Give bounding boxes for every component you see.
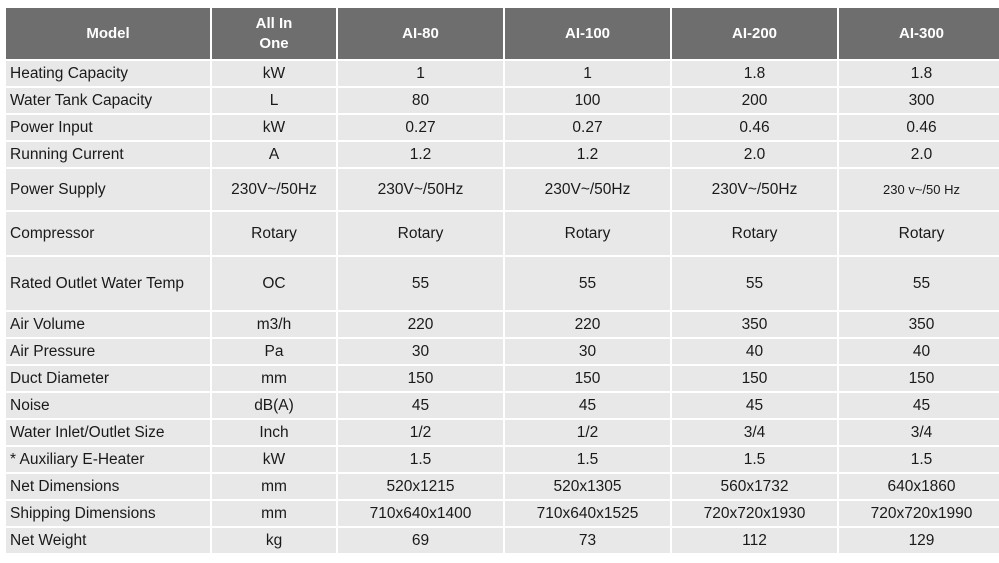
row-value: 55 [338,257,503,310]
header-all-in-one [212,8,336,59]
row-value: 0.46 [672,115,837,140]
row-unit: kW [212,115,336,140]
row-value: 1.5 [839,447,999,472]
header-all-in-one-line2: One [259,34,289,52]
row-param: Rated Outlet Water Temp [6,257,210,310]
table-row [6,142,999,167]
table-row [6,115,999,140]
row-param: Air Pressure [6,339,210,364]
row-value: 220 [505,312,670,337]
table-row [6,420,999,445]
row-value: 1.8 [672,61,837,86]
header-model-ai300: AI-300 [839,8,999,59]
row-value: 1.2 [338,142,503,167]
row-unit: kW [212,447,336,472]
row-value: 2.0 [839,142,999,167]
header-model-ai80: AI-80 [338,8,503,59]
row-value: 220 [338,312,503,337]
row-value: 1/2 [338,420,503,445]
row-value: 69 [338,528,503,553]
row-value: Rotary [839,212,999,255]
row-value: 230V~/50Hz [672,169,837,210]
row-value: 55 [672,257,837,310]
row-value: 112 [672,528,837,553]
row-value: 520x1215 [338,474,503,499]
row-unit: dB(A) [212,393,336,418]
row-value: Rotary [672,212,837,255]
row-param: Net Weight [6,528,210,553]
row-param: Compressor [6,212,210,255]
row-value: 720x720x1930 [672,501,837,526]
row-value: 30 [505,339,670,364]
header-model: Model [6,8,210,59]
row-value: 230 v~/50 Hz [839,169,999,210]
row-unit: L [212,88,336,113]
row-value: 520x1305 [505,474,670,499]
row-value: 560x1732 [672,474,837,499]
row-value: 350 [672,312,837,337]
row-param: Power Input [6,115,210,140]
row-unit: mm [212,366,336,391]
row-param: Water Inlet/Outlet Size [6,420,210,445]
row-unit: mm [212,474,336,499]
row-value: 73 [505,528,670,553]
row-unit: Pa [212,339,336,364]
spec-table-container [4,6,997,555]
table-row [6,88,999,113]
table-row [6,312,999,337]
row-param: * Auxiliary E-Heater [6,447,210,472]
row-value: 1.5 [505,447,670,472]
row-value: 150 [338,366,503,391]
table-row [6,212,999,255]
table-row [6,169,999,210]
row-value: 1 [505,61,670,86]
row-unit: mm [212,501,336,526]
table-row [6,339,999,364]
row-value: 100 [505,88,670,113]
row-value: Rotary [338,212,503,255]
header-model-ai100: AI-100 [505,8,670,59]
row-param: Air Volume [6,312,210,337]
row-param: Shipping Dimensions [6,501,210,526]
row-value: 30 [338,339,503,364]
row-value: 710x640x1525 [505,501,670,526]
spec-table [4,6,999,555]
table-row [6,257,999,310]
row-param: Net Dimensions [6,474,210,499]
row-value: 150 [672,366,837,391]
table-row [6,366,999,391]
row-value: 230V~/50Hz [338,169,503,210]
row-value: 80 [338,88,503,113]
row-param: Heating Capacity [6,61,210,86]
row-value: 1.8 [839,61,999,86]
row-value: 720x720x1990 [839,501,999,526]
row-unit: m3/h [212,312,336,337]
row-value: 350 [839,312,999,337]
row-unit: Rotary [212,212,336,255]
row-unit: A [212,142,336,167]
row-value: 710x640x1400 [338,501,503,526]
row-value: 55 [839,257,999,310]
row-param: Duct Diameter [6,366,210,391]
row-value: 129 [839,528,999,553]
row-value: 200 [672,88,837,113]
row-value: 40 [839,339,999,364]
row-value: 150 [839,366,999,391]
row-param: Noise [6,393,210,418]
row-value: 150 [505,366,670,391]
row-value: 230V~/50Hz [505,169,670,210]
row-value: 0.46 [839,115,999,140]
row-unit: kg [212,528,336,553]
row-value: 45 [338,393,503,418]
row-param: Water Tank Capacity [6,88,210,113]
row-value: 2.0 [672,142,837,167]
row-value: 0.27 [338,115,503,140]
row-value: 3/4 [839,420,999,445]
table-row [6,393,999,418]
row-unit: kW [212,61,336,86]
row-value: 300 [839,88,999,113]
row-value: 45 [672,393,837,418]
table-row [6,501,999,526]
header-all-in-one-line1: All In [255,14,293,32]
table-row [6,528,999,553]
row-param: Running Current [6,142,210,167]
row-value: 55 [505,257,670,310]
row-value: 640x1860 [839,474,999,499]
row-unit: OC [212,257,336,310]
row-unit: Inch [212,420,336,445]
row-value: 1 [338,61,503,86]
row-param: Power Supply [6,169,210,210]
row-value: Rotary [505,212,670,255]
header-row [6,8,999,59]
row-value: 0.27 [505,115,670,140]
row-unit: 230V~/50Hz [212,169,336,210]
row-value: 45 [505,393,670,418]
row-value: 1/2 [505,420,670,445]
table-row [6,474,999,499]
table-row [6,61,999,86]
row-value: 45 [839,393,999,418]
row-value: 40 [672,339,837,364]
table-row [6,447,999,472]
row-value: 1.5 [672,447,837,472]
row-value: 1.5 [338,447,503,472]
row-value: 3/4 [672,420,837,445]
header-model-ai200: AI-200 [672,8,837,59]
row-value: 1.2 [505,142,670,167]
